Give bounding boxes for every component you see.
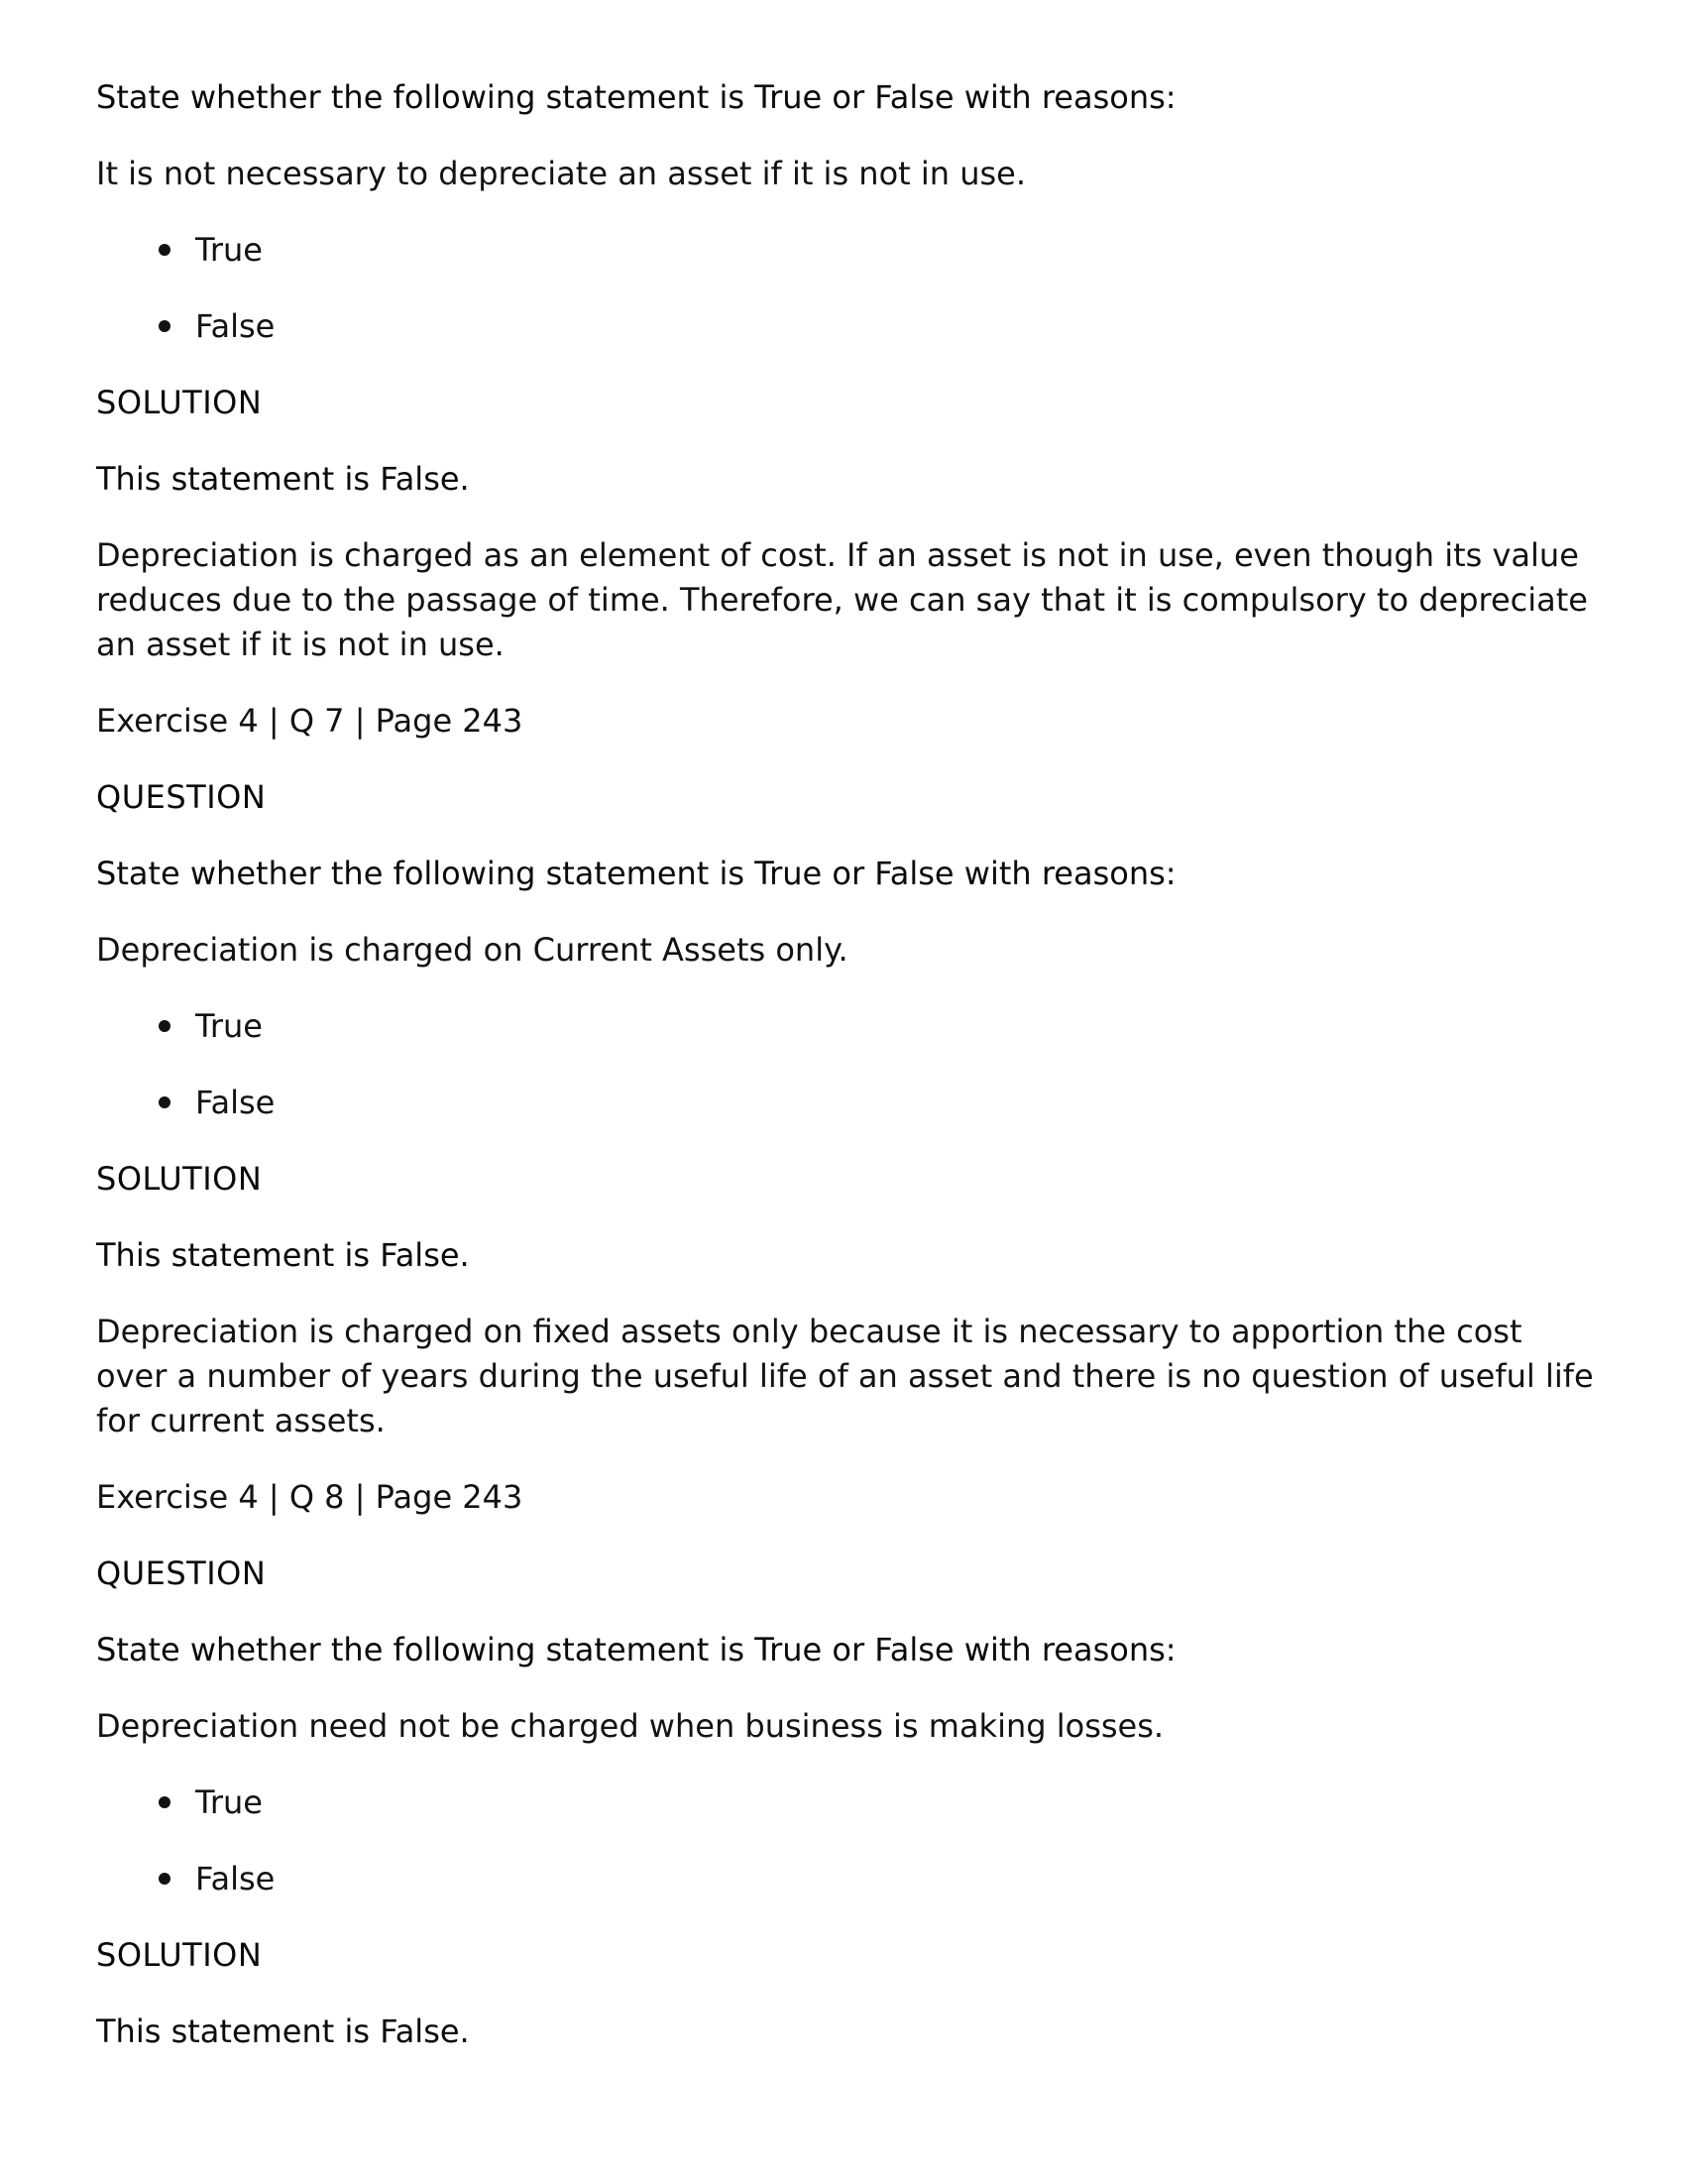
answer-option-false: False [96,1081,1596,1125]
solution-heading: SOLUTION [96,384,263,421]
answer-options-list [96,1781,1596,1901]
answer-option-false: False [96,304,1596,349]
question-prompt-heading: State whether the following statement is True or False with reasons: [96,78,1177,116]
solution-heading: SOLUTION [96,1936,263,1974]
qa-section [96,75,1596,744]
solution-verdict: This statement is False. [96,2012,470,2050]
question-statement: Depreciation is charged on Current Assets only. [96,931,848,969]
question-prompt-heading: State whether the following statement is True or False with reasons: [96,1631,1177,1668]
solution-explanation: Depreciation is charged as an element of cost. If an asset is not in use, even though its value reduces due to the passage of time. Therefore, we can say that it is compulsory to depreciate an asset if it is not in use. [96,536,1588,663]
exercise-reference: Exercise 4 | Q 8 | Page 243 [96,1478,523,1516]
answer-options-list [96,1004,1596,1125]
question-statement: Depreciation need not be charged when business is making losses. [96,1707,1165,1745]
qa-section [96,1552,1596,2054]
solution-verdict: This statement is False. [96,460,470,498]
solution-verdict: This statement is False. [96,1236,470,1274]
answer-options-list [96,228,1596,349]
solution-explanation: Depreciation is charged on fixed assets only because it is necessary to apportion the cost over a number of years during the useful life of an asset and there is no question of useful life for current assets. [96,1313,1594,1439]
answer-option-true: True [96,1004,1596,1049]
exercise-reference: Exercise 4 | Q 7 | Page 243 [96,702,523,740]
question-heading: QUESTION [96,778,267,816]
question-statement: It is not necessary to depreciate an asset if it is not in use. [96,155,1027,192]
question-heading: QUESTION [96,1554,267,1592]
answer-option-false: False [96,1857,1596,1901]
answer-option-true: True [96,228,1596,273]
answer-option-true: True [96,1781,1596,1825]
question-prompt-heading: State whether the following statement is True or False with reasons: [96,855,1177,892]
qa-section [96,775,1596,1520]
solution-heading: SOLUTION [96,1160,263,1198]
